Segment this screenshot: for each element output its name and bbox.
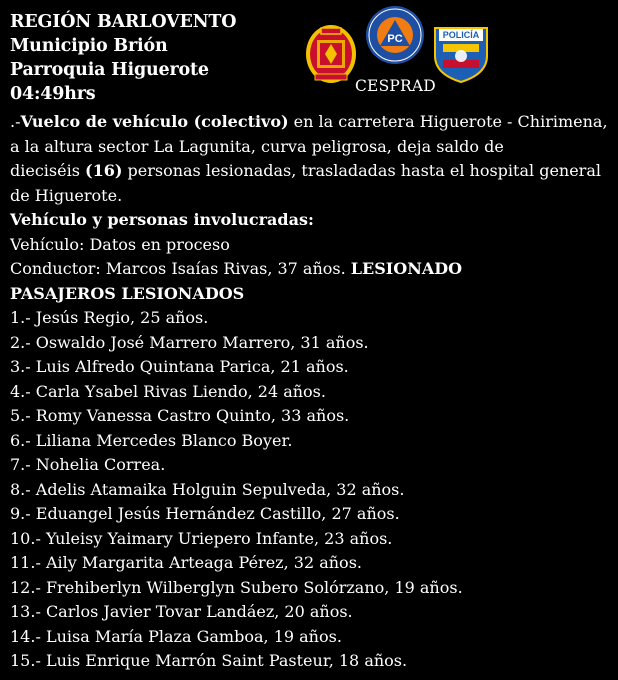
incident-type: Vuelco de vehículo (colectivo) [20,112,289,131]
vehiculo-line: Vehículo: Datos en proceso [10,234,230,254]
incident-detail: personas lesionadas, trasladadas hasta el hospital general [122,161,601,180]
incident-report [10,110,610,306]
proteccion-civil-emblem-icon [365,4,425,66]
list-item: 7.- Nohelia Correa. [10,455,166,474]
list-item: 14.- Luisa María Plaza Gamboa, 19 años. [10,626,342,646]
municipio-title: Municipio Brión [10,36,168,56]
incident-line-3 [10,159,610,184]
incident-count-word: dieciséis [10,161,85,180]
cesprad-label: CESPRAD [355,77,436,95]
parroquia-title: Parroquia Higuerote [10,60,209,80]
list-item: 6.- Liliana Mercedes Blanco Boyer. [10,430,293,450]
conductor-info: Conductor: Marcos Isaías Rivas, 37 años. [10,259,351,278]
pasajeros-list [10,306,610,674]
time-label: 04:49hrs [10,84,96,104]
conductor-status: LESIONADO [350,259,463,278]
list-item: 11.- Aily Margarita Arteaga Pérez, 32 años. [10,553,362,572]
list-item: 4.- Carla Ysabel Rivas Liendo, 24 años. [10,381,326,401]
list-item: 1.- Jesús Regio, 25 años. [10,308,209,327]
list-item: 9.- Eduangel Jesús Hernández Castillo, 27 años. [10,504,400,523]
list-item: 8.- Adelis Atamaika Holguin Sepulveda, 32 años. [10,479,405,499]
agency-logos [303,4,493,84]
incident-line-2: a la altura sector La Lagunita, curva peligrosa, deja saldo de [10,136,504,156]
list-item: 15.- Luis Enrique Marrón Saint Pasteur, 18 años. [10,651,408,670]
list-item: 10.- Yuleisy Yaimary Uriepero Infante, 23 años. [10,528,393,548]
incident-prefix: .- [10,112,21,131]
incident-line-4: de Higuerote. [10,185,123,205]
list-item: 5.- Romy Vanessa Castro Quinto, 33 años. [10,406,350,425]
list-item: 12.- Frehiberlyn Wilberglyn Subero Solórzano, 19 años. [10,577,463,597]
bomberos-emblem-icon [303,20,359,84]
policia-shield-icon [429,22,493,84]
location-header [10,10,236,106]
region-title: REGIÓN BARLOVENTO [10,12,237,32]
policia-logo-text: POLICÍA [442,30,480,40]
incident-location: en la carretera Higuerote - Chirimena, [288,112,608,131]
list-item: 3.- Luis Alfredo Quintana Parica, 21 años. [10,357,349,376]
list-item: 13.- Carlos Javier Tovar Landáez, 20 años. [10,602,353,621]
incident-count: (16) [85,161,123,180]
list-item: 2.- Oswaldo José Marrero Marrero, 31 años. [10,332,369,352]
pc-logo-text: PC [387,33,403,45]
section-title: Vehículo y personas involucradas: [10,210,314,229]
pasajeros-title: PASAJEROS LESIONADOS [10,283,245,303]
incident-line-1 [10,110,610,135]
conductor-line [10,257,610,282]
